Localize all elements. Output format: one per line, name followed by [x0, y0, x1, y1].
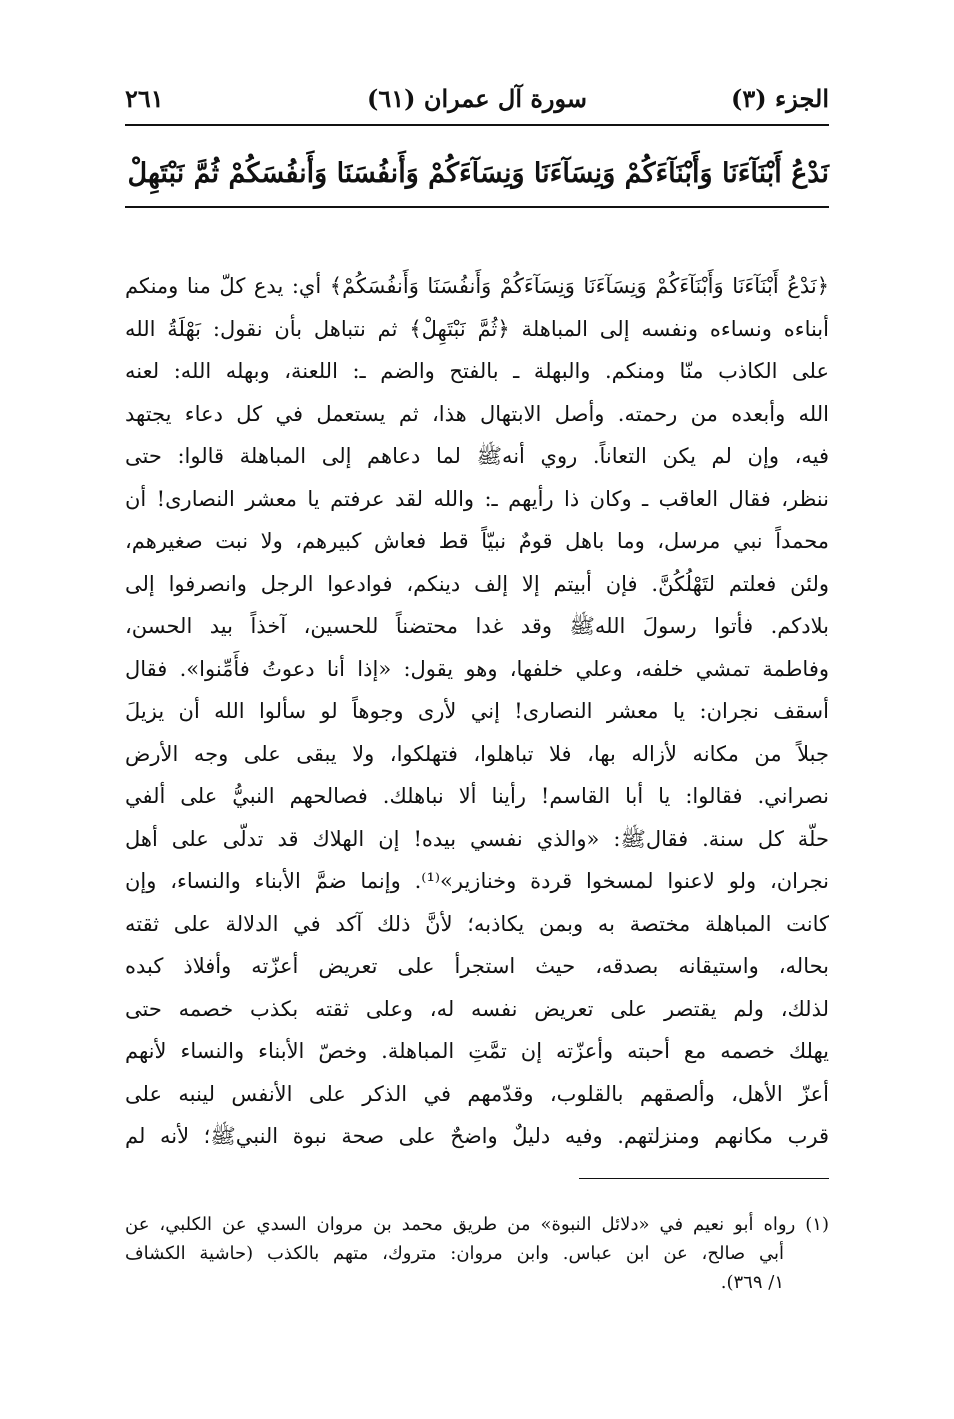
body-line: فيه، وإن لم يكن التعاناً. روي أنهﷺ لما دعاهم إلى المباهلة قالوا: حتى: [125, 444, 829, 468]
body-line: الله وأبعده من رحمته. وأصل الابتهال هذا، ثم يستعمل في كل دعاء يجتهد: [125, 401, 829, 426]
surah-title: سورة آل عمران (٦١): [366, 84, 588, 113]
body-line: على الكاذب منّا ومنكم. والبهلة ـ بالفتح والضم ـ: اللعنة، وبهله الله: لعنه: [125, 359, 829, 383]
body-line: محمداً نبي مرسل، وما باهل قومٌ نبيّاً قط فعاش كبيرهم، ولا نبت صغيرهم،: [125, 529, 829, 553]
page-number: ٢٦١: [125, 84, 164, 113]
body-line: جبلاً من مكانه لأزاله بها، فلا تباهلوا، فتهلكوا، ولا يبقى على وجه الأرض: [125, 741, 829, 766]
footnote-line: (١) رواه أبو نعيم في «دلائل النبوة» من طريق محمد بن مروان السدي عن الكلبي، عن: [125, 1214, 829, 1235]
part-label: الجزء (٣): [731, 84, 829, 113]
body-line: كانت المباهلة مختصة به وبمن يكاذبه؛ لأنَّ ذلك آكد في الدلالة على ثقته: [125, 911, 829, 936]
body-line: قرب مكانهم ومنزلتهم. وفيه دليلٌ واضحٌ على صحة نبوة النبيﷺ؛ لأنه لم: [125, 1124, 829, 1148]
body-line: ﴿نَدْعُ أَبْنَآءَنَا وَأَبْنَآءَكُمْ وَنِسَآءَنَا وَنِسَآءَكُمْ وَأَنفُسَنَا وَأَنفُسَكُمْ﴾ أي: يدع كلّ منا ومنكم: [125, 274, 829, 298]
footnote: [125, 1210, 829, 1297]
body-line: وفاطمة تمشي خلفه، وعلي خلفها، وهو يقول: «إذا أنا دعوتُ فأَمِّنوا». فقال: [125, 656, 829, 681]
body-line: أبناءه ونساءه ونفسه إلى المباهلة ﴿ثُمَّ نَبْتَهِلْ﴾ ثم نتباهل بأن نقول: بَهْلَةُ الله: [125, 316, 829, 341]
verse-heading: نَدْعُ أَبْنَآءَنَا وَأَبْنَآءَكُمْ وَنِسَآءَنَا وَنِسَآءَكُمْ وَأَنفُسَنَا وَأَنفُسَكُمْ ثُمَّ نَبْتَهِلْ: [127, 158, 829, 189]
body-line: يهلك خصمه مع أحبته وأعزّته إن تمَّتِ المباهلة. وخصّ الأبناء والنساء لأنهم: [125, 1039, 829, 1063]
header-divider: [125, 124, 829, 126]
body-line: نجران، ولو لاعنوا لمسخوا قردة وخنازير»⁽¹⁾. وإنما ضمَّ الأبناء والنساء، وإن: [125, 869, 829, 893]
body-line: ولئن فعلتم لتَهْلُكُنَّ. فإن أبيتم إلا إلف دينكم، فوادعوا الرجل وانصرفوا إلى: [125, 571, 829, 596]
body-line: بلادكم. فأتوا رسولَ اللهﷺ وقد غدا محتضناً للحسين، آخذاً بيد الحسن،: [125, 614, 829, 638]
body-line: بحاله، واستيقانه بصدقه، حيث استجرأ على تعريض أعزّته وأفلاذ كبده: [125, 954, 829, 978]
body-line: أسقف نجران: يا معشر النصارى! إني لأرى وجوهاً لو سألوا الله أن يزيلَ: [125, 699, 829, 723]
footnote-line: أبي صالح، عن ابن عباس. وابن مروان: متروك، متهم بالكذب (حاشية الكشاف: [125, 1243, 784, 1264]
body-line: نصراني. فقالوا: يا أبا القاسم! رأينا ألا نباهلك. فصالحهم النبيُّ على ألفي: [125, 784, 829, 808]
footnote-line: ١/ ٣٦٩).: [720, 1272, 784, 1293]
body-line: حلّة كل سنة. فقالﷺ: «والذي نفسي بيده! إن الهلاك قد تدلّى على أهل: [125, 826, 829, 851]
verse-divider: [125, 206, 829, 208]
footnote-divider: [579, 1178, 829, 1179]
body-line: ننظر، فقال العاقب ـ وكان ذا رأيهم ـ: والله لقد عرفتم يا معشر النصارى! أن: [125, 486, 829, 511]
body-line: أعزّ الأهل، وألصقهم بالقلوب، وقدّمهم في الذكر على الأنفس لينبه على: [125, 1081, 829, 1106]
body-line: لذلك، ولم يقتصر على تعريض نفسه له، وعلى ثقته بكذب خصمه حتى: [125, 996, 829, 1021]
running-header: [125, 80, 829, 120]
commentary-body: [125, 265, 829, 1158]
